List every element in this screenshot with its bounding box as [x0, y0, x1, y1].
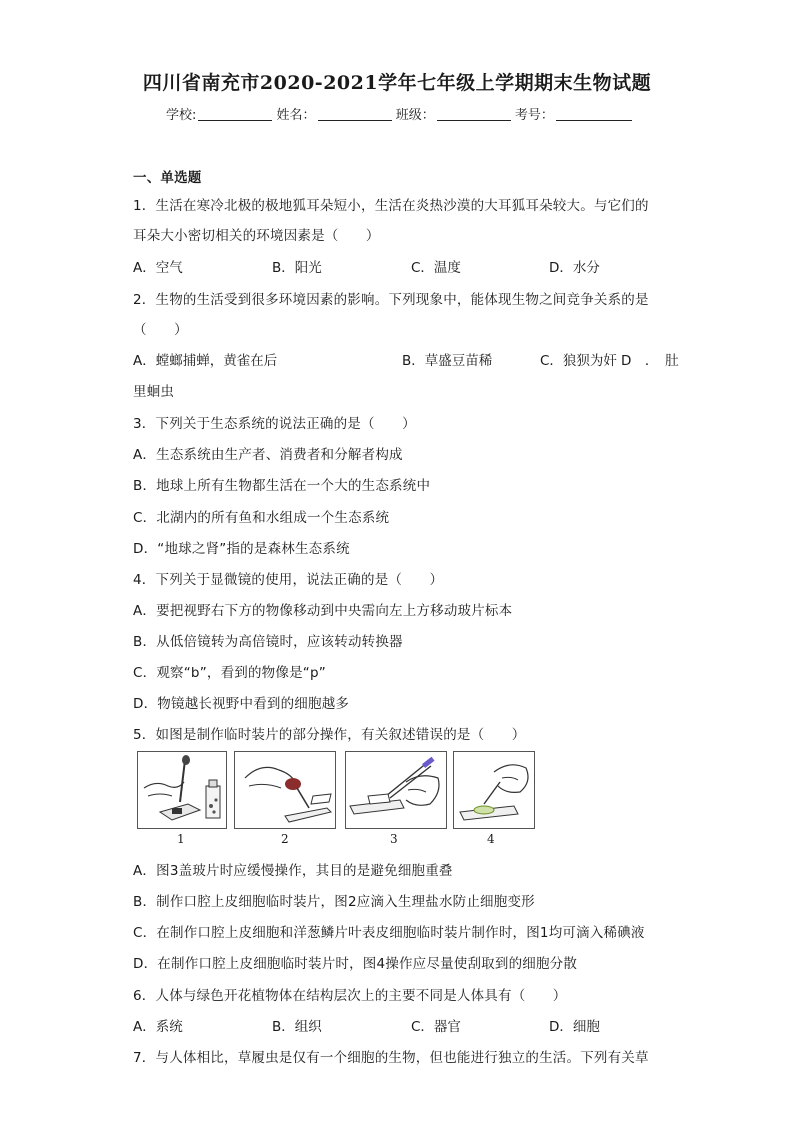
q1-option-a[interactable]: A．空气: [133, 260, 183, 276]
q3-option-a[interactable]: A．生态系统由生产者、消费者和分解者构成: [133, 447, 403, 463]
name-blank[interactable]: [318, 108, 392, 121]
q3-option-c[interactable]: C．北湖内的所有鱼和水组成一个生态系统: [133, 510, 390, 526]
q2-option-d-continued: 里蛔虫: [133, 384, 175, 400]
q3-option-b[interactable]: B．地球上所有生物都生活在一个大的生态系统中: [133, 478, 431, 494]
q2-stem-line2: （ ）: [133, 322, 188, 338]
figure-2-label: 2: [281, 832, 289, 846]
figure-4-spread-sample: [453, 751, 535, 829]
page-title: 四川省南充市2020-2021学年七年级上学期期末生物试题: [142, 72, 652, 94]
q3-stem: 3．下列关于生态系统的说法正确的是（ ）: [133, 416, 416, 432]
q6-stem: 6．人体与绿色开花植物体在结构层次上的主要不同是人体具有（ ）: [133, 988, 567, 1004]
school-blank[interactable]: [198, 108, 272, 121]
figure-1-drop-liquid: [137, 751, 227, 829]
q2-option-d[interactable]: D ． 肚: [621, 353, 679, 369]
q4-option-d[interactable]: D．物镜越长视野中看到的细胞越多: [133, 696, 350, 712]
q4-option-c[interactable]: C．观察“b”，看到的物像是“p”: [133, 665, 326, 681]
q5-option-d[interactable]: D．在制作口腔上皮细胞临时装片时，图4操作应尽量使刮取到的细胞分散: [133, 956, 578, 972]
q6-option-c[interactable]: C．器官: [411, 1019, 461, 1035]
class-blank[interactable]: [437, 108, 511, 121]
q2-option-b[interactable]: B．草盛豆苗稀: [402, 353, 493, 369]
q6-option-a[interactable]: A．系统: [133, 1019, 183, 1035]
q5-stem: 5．如图是制作临时装片的部分操作，有关叙述错误的是（ ）: [133, 727, 526, 743]
q4-stem: 4．下列关于显微镜的使用，说法正确的是（ ）: [133, 572, 444, 588]
q5-option-a[interactable]: A．图3盖玻片时应缓慢操作，其目的是避免细胞重叠: [133, 863, 453, 879]
figure-2-dropper: [234, 751, 336, 829]
q2-option-a[interactable]: A．螳螂捕蝉，黄雀在后: [133, 353, 278, 369]
q2-option-c[interactable]: C．狼狈为奸: [540, 353, 617, 369]
q4-option-a[interactable]: A．要把视野右下方的物像移动到中央需向左上方移动玻片标本: [133, 603, 513, 619]
q6-option-b[interactable]: B．组织: [272, 1019, 322, 1035]
class-label: 班级：: [395, 108, 435, 123]
name-label: 姓名：: [276, 108, 316, 123]
q1-option-b[interactable]: B．阳光: [272, 260, 322, 276]
q1-option-c[interactable]: C．温度: [411, 260, 461, 276]
figure-3-cover-slip: [345, 751, 447, 829]
q1-stem-line1: 1．生活在寒冷北极的极地狐耳朵短小，生活在炎热沙漠的大耳狐耳朵较大。与它们的: [133, 198, 649, 214]
q4-option-b[interactable]: B．从低倍镜转为高倍镜时，应该转动转换器: [133, 634, 403, 650]
figure-4-label: 4: [487, 832, 495, 846]
school-label: 学校:: [166, 108, 197, 123]
q2-stem-line1: 2．生物的生活受到很多环境因素的影响。下列现象中，能体现生物之间竞争关系的是: [133, 292, 649, 308]
q3-option-d[interactable]: D．“地球之肾”指的是森林生态系统: [133, 541, 350, 557]
student-info-row: [166, 104, 632, 123]
figure-3-label: 3: [390, 832, 398, 846]
figure-1-label: 1: [177, 832, 185, 846]
q5-option-b[interactable]: B．制作口腔上皮细胞临时装片，图2应滴入生理盐水防止细胞变形: [133, 894, 535, 910]
q1-stem-line2: 耳朵大小密切相关的环境因素是（ ）: [133, 228, 380, 244]
exam-no-label: 考号：: [514, 108, 554, 123]
exam-no-blank[interactable]: [556, 108, 632, 121]
q1-option-d[interactable]: D．水分: [549, 260, 600, 276]
q6-option-d[interactable]: D．细胞: [549, 1019, 600, 1035]
section-title: 一、单选题: [133, 170, 202, 186]
q5-option-c[interactable]: C．在制作口腔上皮细胞和洋葱鳞片叶表皮细胞临时装片制作时，图1均可滴入稀碘液: [133, 925, 645, 941]
q7-stem-line1: 7．与人体相比，草履虫是仅有一个细胞的生物，但也能进行独立的生活。下列有关草: [133, 1050, 649, 1066]
